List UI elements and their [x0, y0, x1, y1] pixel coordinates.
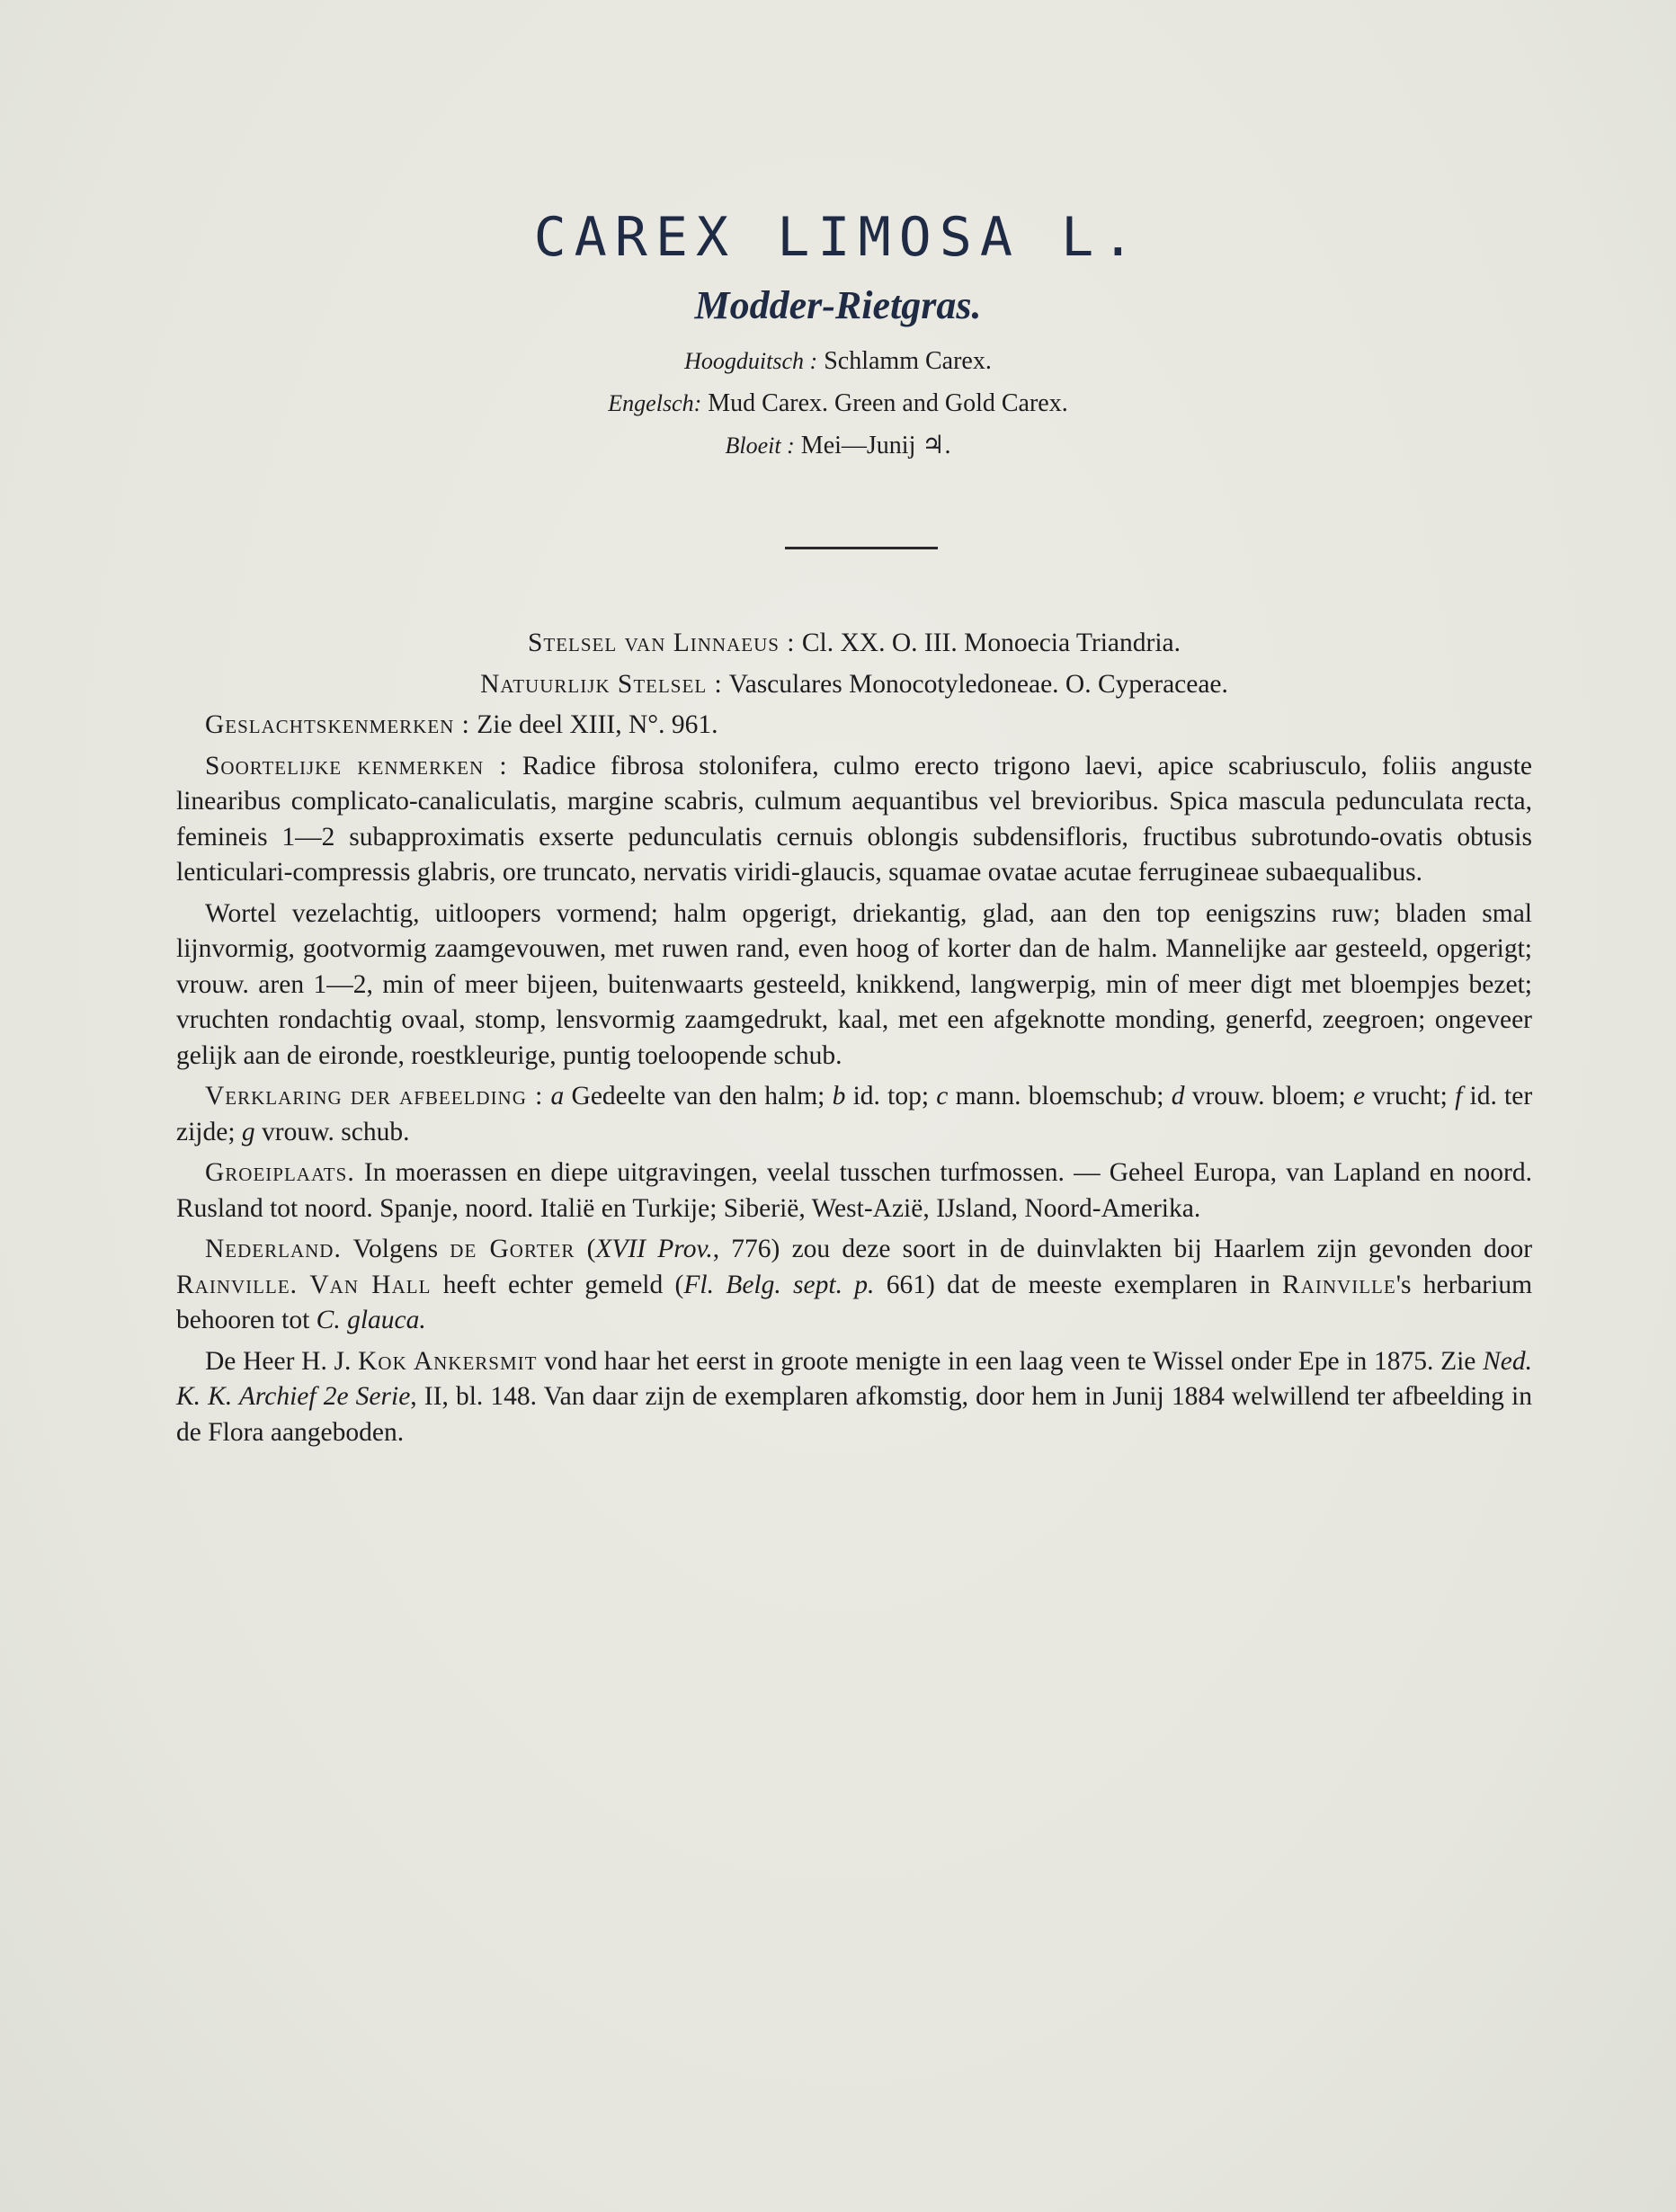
genus-characters	[176, 708, 1532, 744]
fig-letter-a: a	[550, 1082, 565, 1110]
species-characters	[176, 749, 1532, 891]
english-name-line	[0, 386, 1676, 422]
fig-text-e: vrucht;	[1372, 1082, 1448, 1110]
fig-text-g: vrouw. schub.	[262, 1117, 410, 1146]
habitat-label: Groeiplaats.	[205, 1158, 355, 1187]
english-name: Mud Carex. Green and Gold Carex.	[708, 389, 1068, 417]
fig-letter-c: c	[936, 1082, 949, 1110]
species-ref-glauca: C. glauca.	[316, 1306, 426, 1334]
explanation-label: Verklaring der afbeelding :	[205, 1082, 544, 1110]
kok-text-2: vond haar het eerst in groote menigte in een laag veen te Wissel onder Epe in 1875. Zie	[544, 1346, 1476, 1376]
kok-ankersmit	[176, 1344, 1532, 1451]
kok-ref: Ned. K. K. Archief 2e Serie	[176, 1346, 1533, 1411]
german-label: Hoogduitsch :	[684, 348, 818, 374]
german-name-line	[0, 343, 1676, 379]
fig-text-c: mann. bloemschub;	[955, 1082, 1164, 1110]
english-label: Engelsch:	[608, 390, 702, 416]
fig-text-b: id. top;	[852, 1082, 930, 1110]
fig-text-a: Gedeelte van den halm;	[571, 1082, 825, 1110]
species-label: Soortelijke kenmerken :	[205, 751, 508, 780]
habitat	[176, 1155, 1532, 1226]
linnaeus-system	[176, 626, 1532, 662]
bloom-value: Mei—Junij ♃.	[800, 432, 951, 459]
linnaeus-label: Stelsel van Linnaeus :	[527, 629, 796, 657]
natural-system	[176, 667, 1532, 703]
divider	[785, 547, 938, 549]
netherlands-text-5: 's herbarium behooren tot	[176, 1270, 1533, 1334]
kok-name: Kok Ankersmit	[358, 1346, 538, 1376]
netherlands: Nederland. Volgens de Gorter (XVII Prov., 776) zou deze soort in de duinvlakten bij Haarlem zijn gevonden door Rainville. Van Hall heeft echter gemeld (Fl. Belg. sept. p. 661) dat de meeste exemplaren in Rainville's herbarium behooren tot C. glauca.	[176, 1235, 1533, 1334]
fig-text-f: id. ter zijde;	[176, 1082, 1533, 1146]
fig-letter-b: b	[832, 1082, 846, 1110]
author-de-gorter: de Gorter	[450, 1235, 575, 1263]
linnaeus-text: Cl. XX. O. III. Monoecia Triandria.	[801, 629, 1181, 657]
fig-letter-d: d	[1171, 1082, 1185, 1110]
fig-text-d: vrouw. bloem;	[1191, 1082, 1346, 1110]
dutch-name: Modder-Rietgras.	[694, 283, 982, 327]
species-text: Radice fibrosa stolonifera, culmo erecto trigono laevi, apice scabriusculo, foliis anguste linearibus complicato-canaliculatis, margine scabris, culmum aequantibus vel brevioribus. Spica mascula pedunculata recta, femineis 1—2 subapproximatis exserte pedunculatis cernuis oblongis subdensifloris, fructibus subrotundo-ovatis obtusis lenticulari-compressis glabris, ore truncato, nervatis viridi-glaucis, squamae ovatae acutae ferrugineae subaequalibus.	[176, 751, 1532, 887]
figure-explanation	[176, 1079, 1532, 1150]
kok-text-1: De Heer H. J.	[205, 1346, 352, 1376]
author-rainville: Rainville.	[176, 1270, 299, 1299]
netherlands-text-4: 661) dat de meeste exemplaren in	[886, 1270, 1270, 1299]
fig-letter-e: e	[1352, 1082, 1366, 1110]
netherlands-text-2: , 776) zou deze soort in de duinvlakten bij Haarlem zijn gevonden door	[712, 1235, 1533, 1263]
fig-letter-f: f	[1455, 1082, 1463, 1110]
bloom-label: Bloeit :	[725, 433, 795, 459]
netherlands-label: Nederland.	[205, 1235, 342, 1263]
genus-text: Zie deel XIII, N°. 961.	[477, 710, 718, 739]
description: Wortel vezelachtig, uitloopers vormend; halm opgerigt, driekantig, glad, aan den top eenigszins ruw; bladen smal lijnvormig, gootvormig zaamgevouwen, met ruwen rand, even hoog of korter dan de halm. Mannelijke aar gesteeld, opgerigt; vrouw. aren 1—2, min of meer bijeen, buitenwaarts gesteeld, knikkend, langwerpig, min of meer digt met bloempjes bezet; vruchten rondachtig ovaal, stomp, lensvormig zaamgedrukt, kaal, met een afgeknotte monding, generfd, zeegroen; ongeveer gelijk aan de eironde, roestkleurige, puntig toeloopende schub.	[176, 898, 1532, 1070]
body-text	[176, 626, 1532, 1456]
ref-xvii-prov: XVII Prov.	[595, 1235, 713, 1263]
fig-letter-g: g	[241, 1117, 255, 1146]
bloom-line	[0, 428, 1676, 464]
author-van-hall: Van Hall	[309, 1270, 432, 1299]
netherlands-text-3: heeft echter gemeld (	[442, 1270, 684, 1299]
habitat-text: In moerassen en diepe uitgravingen, veelal tusschen turfmossen. — Geheel Europa, van Lapland en noord. Rusland tot noord. Spanje, noord. Italië en Turkije; Siberië, West-Azië, IJsland, Noord-Amerika.	[176, 1158, 1533, 1223]
netherlands-text-1: Volgens	[352, 1235, 439, 1263]
ref-fl-belg: Fl. Belg. sept. p.	[683, 1270, 875, 1299]
german-name: Schlamm Carex.	[824, 347, 992, 375]
kok-text-3: , II, bl. 148. Van daar zijn de exemplaren afkomstig, door hem in Junij 1884 welwillend ter afbeelding in de Flora aangeboden.	[176, 1382, 1532, 1447]
natural-label: Natuurlijk Stelsel :	[480, 669, 723, 699]
genus-label: Geslachtskenmerken :	[205, 710, 470, 739]
page-title: CAREX LIMOSA L.	[533, 206, 1143, 269]
author-rainville-2: Rainville	[1282, 1270, 1396, 1299]
natural-text: Vasculares Monocotyledoneae. O. Cyperaceae.	[728, 669, 1228, 699]
